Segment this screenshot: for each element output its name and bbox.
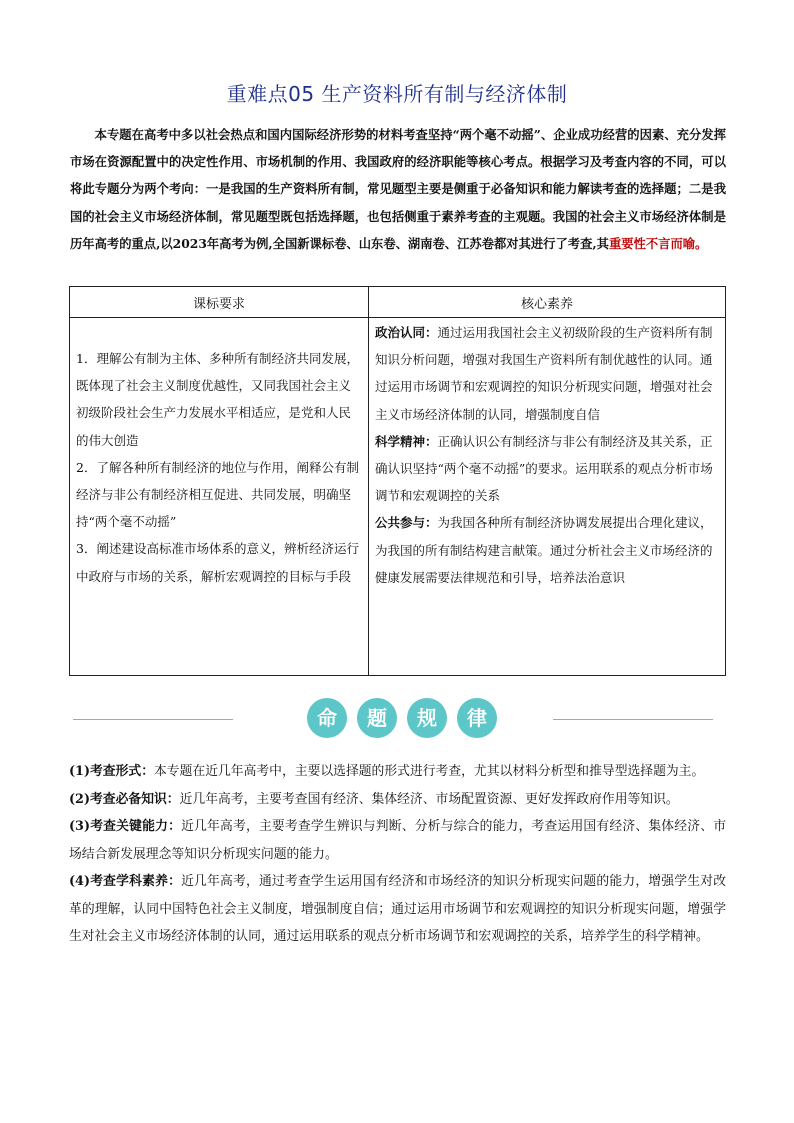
standards-table xyxy=(69,286,726,676)
rule-item xyxy=(69,813,726,868)
section-char-circle: 规 xyxy=(407,698,447,738)
literacy-item xyxy=(375,509,719,591)
literacy-cell xyxy=(369,318,726,676)
section-char-circle: 律 xyxy=(457,698,497,738)
intro-highlight: 重要性不言而喻。 xyxy=(608,235,708,251)
rule-item xyxy=(69,868,726,951)
requirement-item: 2．了解各种所有制经济的地位与作用，阐释公有制经济与非公有制经济相互促进、共同发展，明确坚持“两个毫不动摇” xyxy=(76,459,359,530)
intro-text: 本专题在高考中多以社会热点和国内国际经济形势的材料考查坚持“两个毫不动摇”、企业成功经营的因素、充分发挥市场在资源配置中的决定性作用、市场机制的作用、我国政府的经济职能等核心考点。根据学习及考查内容的不同，可以将此专题分为两个考向：一是我国的生产资料所有制，常见题型主要是侧重于必备知识和能力解读考查的选择题；二是我国的社会主义市场经济体制，常见题型既包括选择题，也包括侧重于素养考查的主观题。我国的社会主义市场经济体制是历年高考的重点,以2023年高考为例,全国新课标卷、山东卷、湖南卷、江苏卷都对其进行了考查,其 xyxy=(70,127,726,251)
literacy-label: 科学精神： xyxy=(375,433,438,449)
rule-text: 近几年高考，通过考查学生运用国有经济和市场经济的知识分析现实问题的能力，增强学生对改革的理解，认同中国特色社会主义制度，增强制度自信；通过运用市场调节和宏观调控的知识分析现实问题，增强学生对社会主义市场经济体制的认同，通过运用联系的观点分析市场调节和宏观调控的关系，培养学生的科学精神。 xyxy=(69,874,727,944)
section-header xyxy=(0,698,794,742)
rule-label: (4)考查学科素养： xyxy=(69,874,182,889)
header-literacy: 核心素养 xyxy=(369,287,726,318)
intro-paragraph xyxy=(70,121,726,257)
section-char-circle: 命 xyxy=(307,698,347,738)
rule-item xyxy=(69,786,726,814)
literacy-label: 公共参与： xyxy=(375,515,438,531)
requirement-item: 1．理解公有制为主体、多种所有制经济共同发展，既体现了社会主义制度优越性，又同我国社会主义初级阶段社会生产力发展水平相适应，是党和人民的伟大创造 xyxy=(76,351,359,448)
rule-item xyxy=(69,758,726,786)
section-line-left xyxy=(73,719,233,720)
rule-text: 本专题在近几年高考中，主要以选择题的形式进行考查，尤其以材料分析型和推导型选择题为主。 xyxy=(154,764,705,779)
requirements-cell xyxy=(70,318,369,676)
exam-rules xyxy=(69,758,726,951)
section-line-right xyxy=(553,719,713,720)
page-title: 重难点05 生产资料所有制与经济体制 xyxy=(226,82,568,106)
literacy-text: 通过运用我国社会主义初级阶段的生产资料所有制知识分析问题，增强对我国生产资料所有制优越性的认同。通过运用市场调节和宏观调控的知识分析现实问题，增强对社会主义市场经济体制的认同，增强制度自信 xyxy=(375,325,713,422)
literacy-text: 为我国各种所有制经济协调发展提出合理化建议，为我国的所有制结构建言献策。通过分析社会主义市场经济的健康发展需要法律规范和引导，培养法治意识 xyxy=(375,515,713,585)
literacy-label: 政治认同： xyxy=(375,325,438,340)
requirement-item: 3．阐述建设高标准市场体系的意义，辨析经济运行中政府与市场的关系，解析宏观调控的目标与手段 xyxy=(76,541,359,584)
header-requirements: 课标要求 xyxy=(70,287,369,318)
rule-label: (1)考查形式： xyxy=(69,764,154,779)
rule-label: (2)考查必备知识： xyxy=(69,791,180,807)
literacy-text: 正确认识公有制经济与非公有制经济及其关系，正确认识坚持“两个毫不动摇”的要求。运用联系的观点分析市场调节和宏观调控的关系 xyxy=(375,433,713,504)
literacy-item xyxy=(375,319,719,428)
rule-text: 近几年高考，主要考查学生辨识与判断、分析与综合的能力，考查运用国有经济、集体经济、市场结合新发展理念等知识分析现实问题的能力。 xyxy=(69,819,727,862)
rule-text: 近几年高考，主要考查国有经济、集体经济、市场配置资源、更好发挥政府作用等知识。 xyxy=(179,791,679,807)
section-char-circle: 题 xyxy=(357,698,397,738)
rule-label: (3)考查关键能力： xyxy=(69,819,182,834)
literacy-item xyxy=(375,428,719,510)
